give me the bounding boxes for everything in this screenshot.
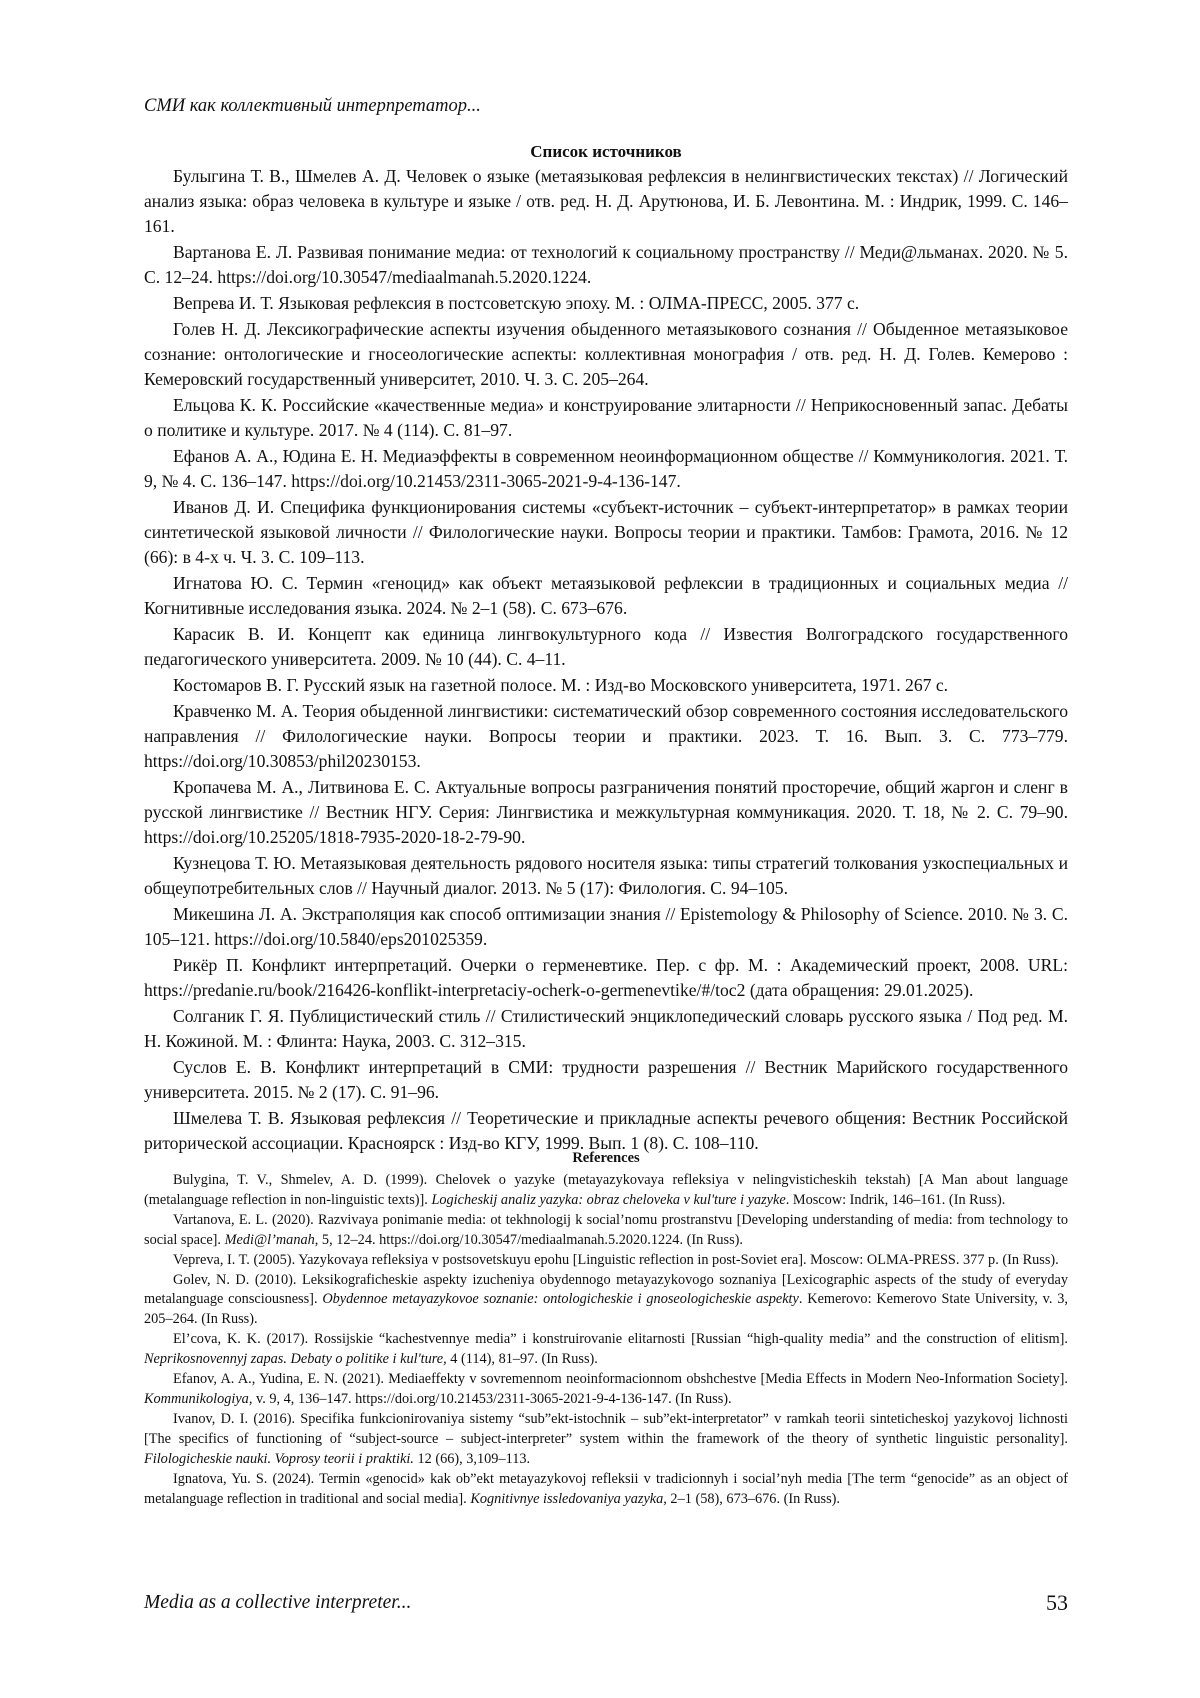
footer-title: Media as a collective interpreter... bbox=[144, 1592, 412, 1613]
reference-text: Efanov, A. A., Yudina, E. N. (2021). Mediaeffekty v sovremennom neoinformacionnom obshchestve [Media Effects in Modern Neo-Information Society]. bbox=[173, 1371, 1068, 1388]
source-entry: Кропачева М. А., Литвинова Е. С. Актуальные вопросы разграничения понятий просторечие, общий жаргон и сленг в русской лингвистике // Вестник НГУ. Серия: Лингвистика и межкультурная коммуникация. 2020. Т. 18, № 2. С. 79–90. https://doi.org/10.25205/1818-7935-2020-18-2-79-90. bbox=[144, 777, 1068, 847]
reference-text-end: , 2–1 (58), 673–676. (In Russ). bbox=[663, 1490, 840, 1507]
reference-text-end: 12 (66), 3,109–113. bbox=[413, 1450, 531, 1467]
reference-source-title: Kognitivnye issledovaniya yazyka bbox=[470, 1490, 664, 1507]
reference-entry bbox=[144, 1330, 1068, 1370]
source-entry: Голев Н. Д. Лексикографические аспекты изучения обыденного метаязыкового сознания // Обыденное метаязыковое сознание: онтологические и гносеологические аспекты: коллективная монография / отв. ред. Н. Д. Голев. Кемерово : Кемеровский государственный университет, 2010. Ч. 3. С. 205–264. bbox=[144, 319, 1068, 389]
reference-entry bbox=[144, 1251, 1068, 1271]
reference-entry bbox=[144, 1470, 1068, 1510]
source-entry: Игнатова Ю. С. Термин «геноцид» как объект метаязыковой рефлексии в традиционных и социальных медиа // Когнитивные исследования языка. 2024. № 2–1 (58). С. 673–676. bbox=[144, 573, 1068, 618]
source-entry: Ельцова К. К. Российские «качественные медиа» и конструирование элитарности // Неприкосновенный запас. Дебаты о политике и культуре. 2017. № 4 (114). С. 81–97. bbox=[144, 395, 1068, 440]
source-entry: Ефанов А. А., Юдина Е. Н. Медиаэффекты в современном неоинформационном обществе // Коммуникология. 2021. Т. 9, № 4. С. 136–147. https://doi.org/10.21453/2311-3065-2021-9-4-136-147. bbox=[144, 446, 1068, 491]
sources-section bbox=[144, 142, 1068, 1157]
reference-source-title: Neprikosnovennyj zapas. Debaty o politike i kul'ture bbox=[144, 1351, 444, 1368]
source-entry: Микешина Л. А. Экстраполяция как способ оптимизации знания // Epistemology & Philosophy of Science. 2010. № 3. С. 105–121. https://doi.org/10.5840/eps201025359. bbox=[144, 904, 1068, 949]
reference-text: Ignatova, Yu. S. (2024). Termin «genocid» kak ob”ekt metayazykovoj refleksii v tradicionnyh i social’nyh media [The term “genocide” as an object of metalanguage reflection in traditional and social media]. bbox=[144, 1470, 1068, 1507]
reference-source-title: Kommunikologiya bbox=[144, 1390, 249, 1407]
sources-title: Список источников bbox=[530, 142, 682, 161]
reference-text: Vepreva, I. T. (2005). Yazykovaya refleksiya v postsovetskuyu epohu [Linguistic reflection in post-Soviet era]. Moscow: OLMA-PRESS. 377 p. (In Russ). bbox=[173, 1251, 1059, 1268]
reference-text-end: , v. 9, 4, 136–147. https://doi.org/10.21453/2311-3065-2021-9-4-136-147. (In Russ). bbox=[248, 1390, 732, 1407]
reference-entry bbox=[144, 1271, 1068, 1331]
source-entry: Кравченко М. А. Теория обыденной лингвистики: систематический обзор современного состояния исследовательского направления // Филологические науки. Вопросы теории и практики. 2023. Т. 16. Вып. 3. С. 773–779. https://doi.org/10.30853/phil20230153. bbox=[144, 701, 1068, 771]
reference-text: Bulygina, T. V., Shmelev, A. D. (1999). Chelovek o yazyke (metayazykovaya refleksiya v nelingvisticheskih tekstah) [A Man about language (metalanguage reflection in non-linguistic texts)]. bbox=[144, 1172, 1068, 1208]
source-entry: Солганик Г. Я. Публицистический стиль // Стилистический энциклопедический словарь русского языка / Под ред. М. Н. Кожиной. М. : Флинта: Наука, 2003. С. 312–315. bbox=[144, 1006, 1068, 1051]
reference-source-title: Medi@l’manah bbox=[224, 1231, 315, 1248]
reference-entry bbox=[144, 1410, 1068, 1470]
reference-text: Vartanova, E. L. (2020). Razvivaya ponimanie media: ot tekhnologij k social’nomu prostranstvu [Developing understanding of media: from technology to social space]. bbox=[144, 1211, 1068, 1248]
source-entry: Рикёр П. Конфликт интерпретаций. Очерки о герменевтике. Пер. с фр. М. : Академический проект, 2008. URL: https://predanie.ru/book/216426-konflikt-interpretaciy-ocherk-o-germenevtike/#/toc2 (дата обращения: 29.01.2025). bbox=[144, 955, 1068, 1000]
reference-source-title: Filologicheskie nauki. Voprosy teorii i praktiki. bbox=[144, 1450, 414, 1467]
references-section bbox=[144, 1150, 1068, 1509]
source-entry: Шмелева Т. В. Языковая рефлексия // Теоретические и прикладные аспекты речевого общения: Вестник Российской риторической ассоциации. Красноярск : Изд-во КГУ, 1999. Вып. 1 (8). С. 108–110. bbox=[144, 1108, 1068, 1153]
running-title: СМИ как коллективный интерпретатор... bbox=[144, 96, 481, 116]
reference-text-end: . Moscow: Indrik, 146–161. (In Russ). bbox=[785, 1191, 1006, 1208]
source-entry: Суслов Е. В. Конфликт интерпретаций в СМИ: трудности разрешения // Вестник Марийского государственного университета. 2015. № 2 (17). С. 91–96. bbox=[144, 1057, 1068, 1102]
source-entry: Костомаров В. Г. Русский язык на газетной полосе. М. : Изд-во Московского университета, 1971. 267 с. bbox=[173, 675, 949, 695]
source-entry: Кузнецова Т. Ю. Метаязыковая деятельность рядового носителя языка: типы стратегий толкования узкоспециальных и общеупотребительных слов // Научный диалог. 2013. № 5 (17): Филология. С. 94–105. bbox=[144, 853, 1068, 898]
reference-text-end: , 5, 12–24. https://doi.org/10.30547/mediaalmanah.5.2020.1224. (In Russ). bbox=[314, 1231, 743, 1248]
source-entry: Вартанова Е. Л. Развивая понимание медиа: от технологий к социальному пространству // Меди@льманах. 2020. № 5. С. 12–24. https://doi.org/10.30547/mediaalmanah.5.2020.1224. bbox=[144, 242, 1068, 287]
source-entry: Иванов Д. И. Специфика функционирования системы «субъект-источник – субъект-интерпретатор» в рамках теории синтетической языковой личности // Филологические науки. Вопросы теории и практики. Тамбов: Грамота, 2016. № 12 (66): в 4-х ч. Ч. 3. С. 109–113. bbox=[144, 497, 1068, 567]
reference-entry bbox=[144, 1370, 1068, 1410]
references-title: References bbox=[572, 1150, 640, 1166]
source-entry: Карасик В. И. Концепт как единица лингвокультурного кода // Известия Волгоградского государственного педагогического университета. 2009. № 10 (44). С. 4–11. bbox=[144, 624, 1068, 669]
reference-text: El’cova, K. K. (2017). Rossijskie “kachestvennye media” i konstruirovanie elitarnosti [Russian “high-quality media” and the construction of elitism]. bbox=[173, 1331, 1068, 1348]
reference-text-end: . Kemerovo: Kemerovo State University, v. 3, 205–264. (In Russ). bbox=[144, 1291, 1068, 1328]
reference-entry bbox=[144, 1211, 1068, 1251]
source-entry: Вепрева И. Т. Языковая рефлексия в постсоветскую эпоху. М. : ОЛМА-ПРЕСС, 2005. 377 с. bbox=[173, 293, 860, 313]
reference-text: Golev, N. D. (2010). Leksikograficheskie aspekty izucheniya obydennogo metayazykovogo soznaniya [Lexicographic aspects of the study of everyday metalanguage consciousness]. bbox=[144, 1271, 1068, 1308]
source-entry: Булыгина Т. В., Шмелев А. Д. Человек о языке (метаязыковая рефлексия в нелингвистических текстах) // Логический анализ языка: образ человека в культуре и языке / отв. ред. Н. Д. Арутюнова, И. Б. Левонтина. М. : Индрик, 1999. С. 146–161. bbox=[144, 166, 1068, 236]
reference-text: Ivanov, D. I. (2016). Specifika funkcionirovaniya sistemy “sub”ekt-istochnik – sub”ekt-interpretator” v ramkah teorii sinteticheskoj yazykovoj lichnosti [The specifics of functioning of “subject-source – subject-interpreter” system within the framework of the theory of synthetic linguistic personality]. bbox=[144, 1410, 1068, 1447]
page-number: 53 bbox=[1046, 1590, 1068, 1615]
reference-entry bbox=[144, 1171, 1068, 1211]
reference-text-end: , 4 (114), 81–97. (In Russ). bbox=[443, 1351, 598, 1368]
reference-source-title: Obydennoe metayazykovoe soznanie: ontologicheskie i gnoseologicheskie aspekty bbox=[322, 1291, 799, 1308]
reference-source-title: Logicheskij analiz yazyka: obraz cheloveka v kul'ture i yazyke bbox=[431, 1191, 786, 1208]
